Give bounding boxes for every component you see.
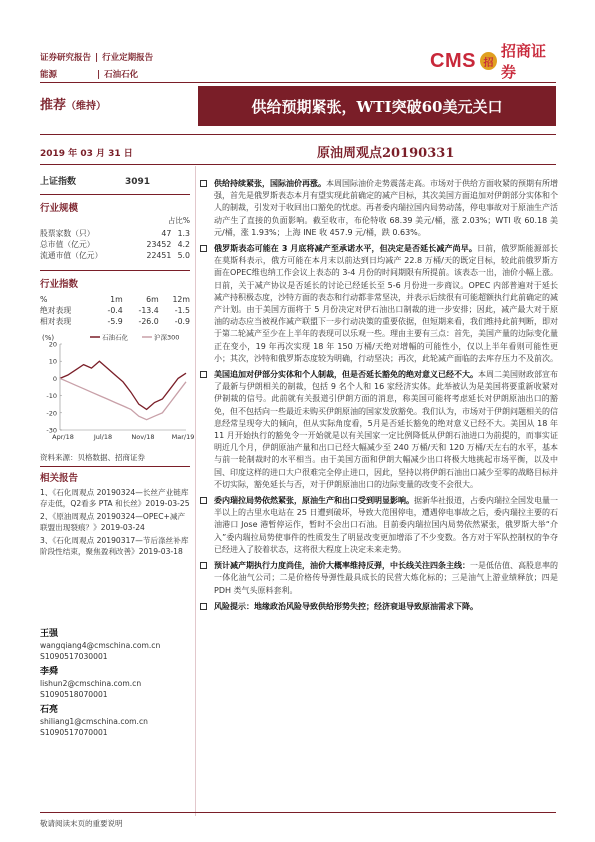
author-block (40, 628, 190, 662)
sector-label: 能源 (40, 70, 58, 80)
bullet-square-icon (200, 497, 207, 504)
paragraph (200, 243, 558, 365)
index-label: 上证指数 (40, 177, 77, 187)
series-line (60, 378, 186, 419)
col-header: 1m (110, 295, 123, 304)
row-value: 22451 (146, 251, 172, 260)
col-header: % (40, 295, 48, 304)
table-row (40, 250, 190, 261)
row-name: 总市值（亿元） (40, 240, 95, 249)
row-name: 股票家数（只） (40, 229, 95, 238)
author-id: S1090517070001 (40, 728, 108, 737)
related-list (40, 487, 190, 557)
row-name: 相对表现 (40, 317, 72, 326)
company-logo (430, 42, 558, 81)
industry-scale-table (40, 228, 190, 261)
authors (40, 628, 190, 738)
bullet-square-icon (200, 603, 207, 610)
author-email[interactable]: wangqiang4@cmschina.com.cn (40, 641, 161, 650)
paragraph (200, 560, 558, 597)
paragraph-text: 一是低估值、高股息率的一体化油气公司；二是价格传导弹性最具成长的民营大炼化标的；三是油气上游业绩释放；四是 PDH 类气头原料套利。 (214, 561, 558, 595)
related-reports (40, 470, 190, 557)
row-name: 绝对表现 (40, 306, 72, 315)
performance-title: 行业指数 (40, 279, 79, 290)
y-tick-label: 10 (48, 357, 57, 366)
column-separator (195, 166, 196, 816)
paragraph-text: 本周二美国财政部宣布了最新与伊朗相关的制裁，包括 9 名个人和 16 家经济实体。此举被认为是美国将要重新收紧对伊制裁的信号。此前就有关报道引伊朗方面的消息，称美国可能将考虑延长对伊朗原油出口的豁免，但不包括向一些最近未购买伊朗原油的国家发放豁免。我们认为，市场对于伊朗问题相关的信息经常呈现夸大的倾向，但从实际角度看，5月是否延长豁免的绝对意义已经不大。美国从 18 年 11 月开始执行的豁免令一开始就是以有关国家一定比例降低从伊朗石油进口为前提的，而事实证明近几个月，伊朗原油产量和出口已经大幅减少至 240 万桶/天和 120 万桶/天左右的水平，基本与前一轮制裁时的水平相当。由于美国方面和伊朗大幅减少出口将极大地挑起市场平衡，以及中国、印度这样的进口大户很难完全停止进口，因此，坚持以将伊朗石油出口减少至零的战略目标并不切实际，豁免延长与否，对于伊朗原油出口的边际变量的改变不会很大。 (214, 370, 558, 489)
paragraph (200, 601, 558, 613)
x-tick-label: Apr/18 (52, 433, 74, 441)
col-header: 6m (146, 295, 159, 304)
row-pct: 5.0 (177, 251, 190, 260)
paragraph-text: 据新华社报道，占委内瑞拉全国发电量一半以上的古里水电站在 25 日遭到破坏，导致大范围停电，遭遇停电事故之后，委内瑞拉主要的石油港口 Jose 港暂停运作，暂时不会出口石油。目前委内瑞拉国内局势依然紧张，俄罗斯大举“介入”委内瑞拉局势使事件的性质发生了明显改变更加增添了不少变数。各方对于军队控制权的争夺已经进入了胶着状态，这将很大程度上决定未来走势。 (214, 496, 558, 554)
cell: -26.0 (138, 317, 159, 326)
industry-scale-title: 行业规模 (40, 203, 79, 214)
report-date: 2019 年 03 月 31 日 (40, 149, 133, 159)
row-pct: 4.2 (177, 240, 190, 249)
footer-note: 敬请阅读末页的重要说明 (40, 819, 123, 828)
logo-cms-text: CMS (430, 49, 476, 72)
paragraph-lead: 俄罗斯表态可能在 3 月底将减产至承诺水平，但决定是否延长减产尚早。 (214, 244, 477, 254)
author-name: 王强 (40, 629, 59, 639)
author-name: 石亮 (40, 705, 59, 715)
y-tick-label: -20 (46, 409, 57, 418)
divider (40, 194, 190, 195)
index-block (40, 176, 190, 188)
table-row (40, 239, 190, 250)
subtitle-rule (40, 164, 556, 165)
divider (40, 270, 190, 271)
main-content (200, 178, 558, 617)
title-rule (40, 134, 556, 135)
x-tick-label: Jul/18 (93, 433, 113, 441)
row-value: 47 (161, 229, 172, 238)
paragraph (200, 495, 558, 556)
bullet-square-icon (200, 371, 207, 378)
row-value: 23452 (146, 240, 172, 249)
header-rule (40, 82, 556, 83)
cell: -13.4 (138, 306, 159, 315)
cell: -0.9 (174, 317, 190, 326)
paragraph-lead: 供给持续紧张，国际油价再涨。 (214, 179, 326, 188)
legend-label: 沪深300 (154, 333, 180, 342)
performance-chart (40, 330, 195, 448)
subsector-label: 石油石化 (104, 70, 139, 80)
list-item[interactable]: 3、《石化周观点 20190317—节后涤丝补库阶段性结束，聚焦盈利改善》2019-03-18 (40, 536, 189, 556)
rating-label: 推荐 (40, 98, 67, 113)
category-label: 证券研究报告 (40, 53, 92, 63)
paragraph-text: 日前，俄罗斯能源部长在莫斯科表示，俄方可能在本月末以前达到日均减产 22.8 万桶/天的既定目标，较此前俄罗斯方面在OPEC维也纳工作会议上表态的 3-4 月份的时间期限有所提前。该表态一出，油价小幅上涨。日前，关于减产协议是否延长的讨论已经延长至 5-6 月份进一步商议。OPEC 内部普遍对于延长减产持积极态度，沙特方面的表态和行动都非常坚决，并表示后续很有可能超额执行此前确定的减产计划。由于美国方面将于 5 月份决定对伊石油出口制裁的进一步安排；因此，减产最大对于原油的动态应当被视作减产联盟下一步行动决策的重要依据，但短期来看，我们维持此前判断，即对于第二轮减产至少在上半年的表现可以乐观一些。理由主要有三点：首先，美国产量的边际变化量正在变小，19 年再次实现 18 年 150 万桶/天绝对增幅的可能性小，仅以上半年看则可能性更小；其次，沙特和俄罗斯态度较为明确，行动坚决；再次，此轮减产面临的去库存压力不及前次。 (214, 244, 558, 363)
table-row (40, 316, 190, 327)
list-item[interactable]: 1、《石化周观点 20190324—长丝产业链库存走低，Q2看多 PTA 和长丝》2019-03-25 (40, 488, 190, 508)
type-label: 行业定期报告 (102, 53, 154, 63)
chart-source: 资料来源：贝格数据、招商证券 (40, 453, 145, 462)
author-block (40, 704, 190, 738)
y-tick-label: -10 (46, 392, 57, 401)
list-item[interactable]: 2、《原油周观点 20190324—OPEC+减产联盟出现裂痕？》2019-03-24 (40, 512, 186, 532)
x-tick-label: Nov/18 (131, 433, 155, 441)
author-id: S1090517030001 (40, 652, 108, 661)
paragraph (200, 369, 558, 491)
y-tick-label: 20 (48, 340, 57, 349)
paragraph-lead: 委内瑞拉局势依然紧张，原油生产和出口受到明显影响。 (214, 496, 414, 506)
cell: -0.4 (107, 306, 123, 315)
performance-table (40, 294, 190, 327)
author-name: 李舜 (40, 667, 59, 677)
paragraph-lead: 美国追加对伊部分实体和个人制裁，但是否延长豁免的绝对意义已经不大。 (214, 370, 478, 380)
paragraph-lead: 预计减产期执行力度尚佳，油价大概率维持反弹，中长线关注四条主线： (214, 561, 470, 571)
y-axis-label: (%) (42, 334, 55, 342)
author-email[interactable]: shiliang1@cmschina.com.cn (40, 717, 148, 726)
rating (40, 94, 106, 113)
report-category: 证券研究报告 | 行业定期报告 能源 | 石油石化 (40, 53, 154, 80)
rating-sub: （维持） (66, 101, 107, 112)
row-name: 流通市值（亿元） (40, 251, 103, 260)
series-line (60, 361, 186, 409)
table-header (40, 294, 190, 305)
divider (40, 466, 190, 467)
paragraph-lead: 风险提示：地缘政治风险导致供给形势失控；经济衰退导致原油需求下降。 (214, 601, 478, 611)
index-value: 3091 (124, 177, 150, 187)
paragraph (200, 178, 558, 239)
row-pct: 1.3 (177, 229, 190, 238)
industry-scale (40, 200, 190, 261)
cell: -1.5 (174, 306, 190, 315)
pct-header: 占比% (167, 216, 190, 225)
paragraph-text: 本周国际油价走势震荡走高。市场对于供给方面收紧的预期有所增强，首先是俄罗斯表态本月有望实现此前确定的减产目标，其次美国方面追加对伊朗部分实体和个人的制裁，引发对于收回出口豁免的忧虑。再者委内瑞拉国内局势动荡，停电事故对于原油生产活动产生了直接的负面影响。截至收市，布伦特收 68.39 美元/桶，涨 2.03%；WTI 收 60.18 美元/桶，涨 1.93%；上海 INE 收 457.9 元/桶，跌 0.63%。 (214, 179, 558, 237)
report-subtitle: 原油周观点20190331 (317, 146, 455, 161)
author-id: S1090518070001 (40, 690, 108, 699)
performance-block (40, 276, 190, 327)
report-title: 供给预期紧张，WTI突破60美元关口 (198, 86, 556, 126)
cell: -5.9 (107, 317, 123, 326)
x-tick-label: Mar/19 (171, 433, 195, 441)
logo-mark-icon: 招 (480, 52, 497, 70)
related-title: 相关报告 (40, 473, 79, 484)
y-tick-label: 0 (52, 374, 57, 383)
bullet-square-icon (200, 180, 207, 187)
legend-label: 石油石化 (102, 333, 128, 342)
y-tick-label: -30 (46, 426, 57, 435)
col-header: 12m (172, 295, 190, 304)
table-row (40, 305, 190, 316)
bullet-square-icon (200, 245, 207, 252)
author-email[interactable]: lishun2@cmschina.com.cn (40, 679, 142, 688)
table-row (40, 228, 190, 239)
bullet-square-icon (200, 562, 207, 569)
author-block (40, 666, 190, 700)
logo-cn-text: 招商证券 (501, 42, 547, 81)
footer-rule (40, 812, 556, 813)
